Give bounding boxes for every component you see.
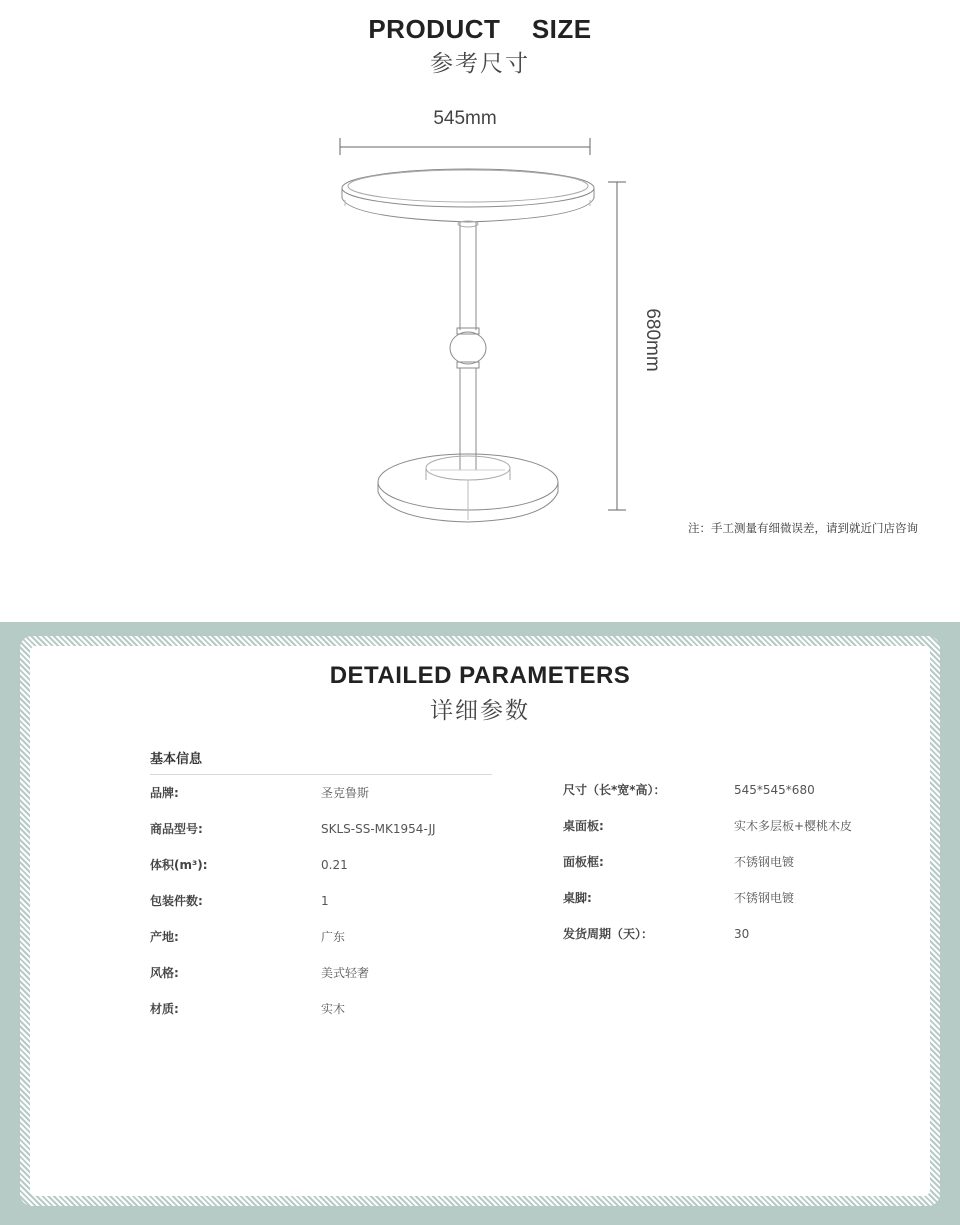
param-label: 风格:: [150, 966, 179, 980]
param-value: 不锈钢电镀: [734, 891, 795, 905]
param-label: 材质:: [150, 1002, 179, 1016]
param-value: 实木: [321, 1002, 346, 1016]
product-size-subtitle: 参考尺寸: [430, 51, 530, 77]
param-label: 尺寸（长*宽*高）：: [563, 783, 666, 797]
basic-info-heading: 基本信息: [150, 748, 492, 775]
param-value: 不锈钢电镀: [734, 855, 795, 869]
param-label: 面板框:: [563, 855, 604, 869]
param-value: 1: [321, 894, 329, 908]
param-value: 圣克鲁斯: [321, 786, 370, 800]
param-value: 广东: [321, 930, 346, 944]
param-label: 品牌:: [150, 786, 179, 800]
param-label: 商品型号:: [150, 822, 203, 836]
param-label: 桌面板:: [563, 819, 604, 833]
param-value: 545*545*680: [734, 783, 815, 797]
measurement-note: 注：手工测量有细微误差，请到就近门店咨询: [688, 521, 918, 535]
param-label: 桌脚:: [563, 891, 592, 905]
param-value: 30: [734, 927, 750, 941]
param-value: 美式轻奢: [321, 966, 370, 980]
parameters-subtitle: 详细参数: [430, 698, 530, 724]
parameters-section: [0, 622, 960, 1225]
product-size-title: PRODUCT SIZE: [368, 14, 592, 44]
param-label: 产地:: [150, 930, 179, 944]
parameters-title: DETAILED PARAMETERS: [329, 662, 631, 689]
parameters-card: [30, 646, 930, 1196]
width-dimension-label: 545mm: [433, 108, 497, 129]
param-label: 体积(m³):: [150, 858, 208, 872]
param-value: SKLS-SS-MK1954-JJ: [321, 822, 436, 836]
height-dimension-label: 680mm: [642, 308, 663, 372]
param-label: 发货周期（天）：: [563, 927, 654, 941]
param-label: 包装件数:: [150, 894, 203, 908]
param-value: 0.21: [321, 858, 348, 872]
param-value: 实木多层板+樱桃木皮: [734, 819, 853, 833]
